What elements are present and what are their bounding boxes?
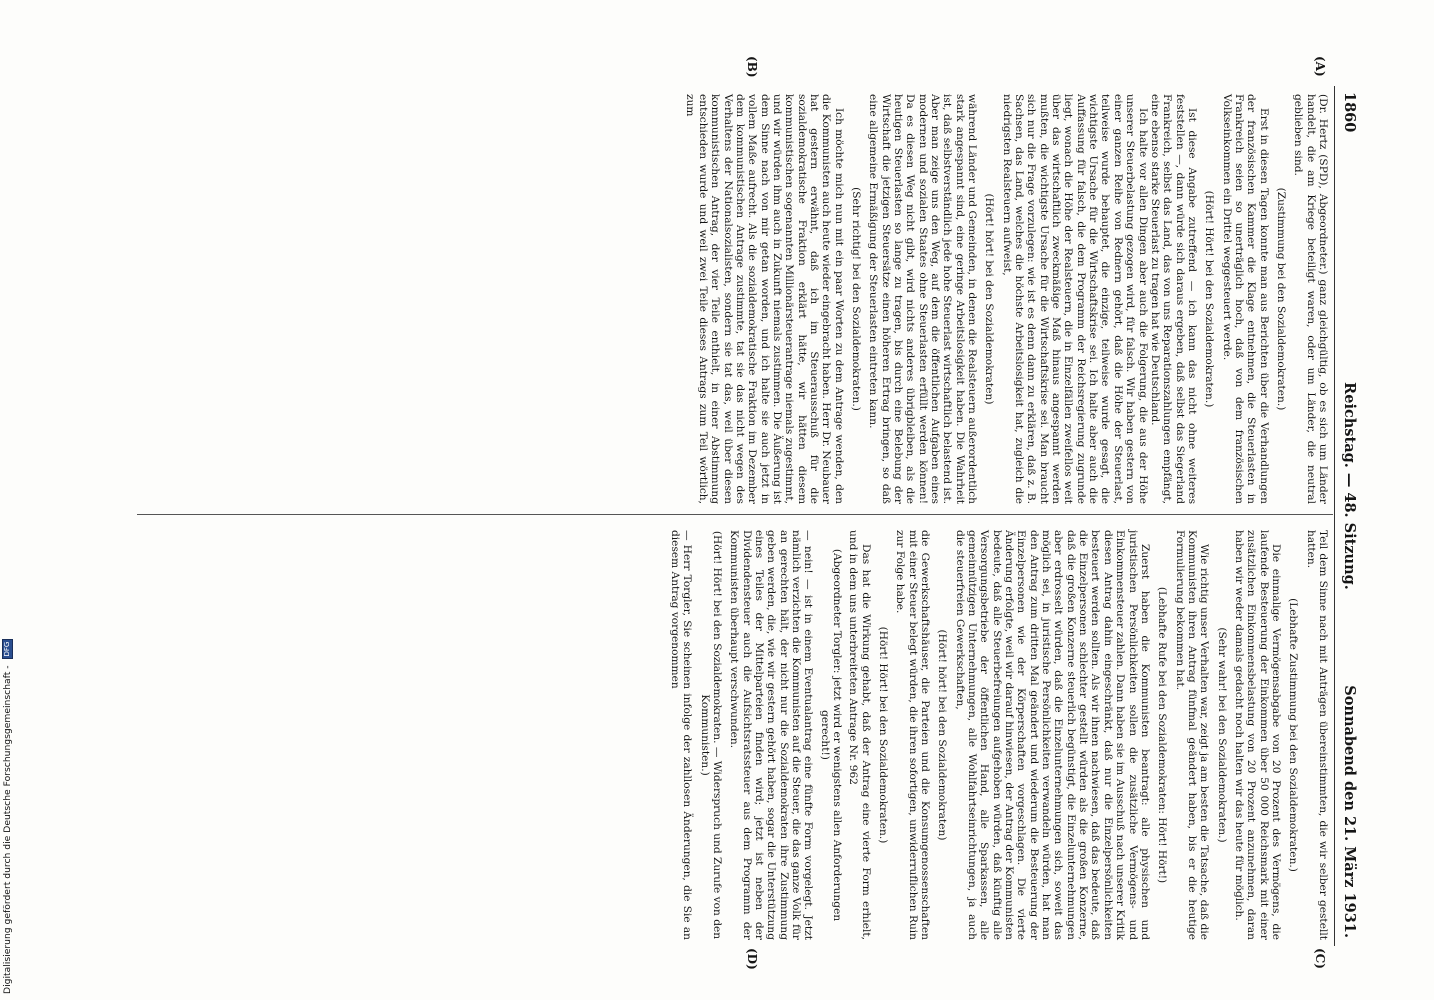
interjection: (Sehr wahr! bei den Sozialdemokraten.) xyxy=(1215,627,1228,843)
interjection: (Zustimmung bei den Sozialdemokraten.) xyxy=(1274,187,1287,411)
paragraph: Die einmalige Vermögensabgabe von 20 Prozent des Vermögens, die laufende Besteuerung der Einkommen über 50 000 Reichsmark mit einer zusätzlichen Einkommensbelastung von 20 Prozent anzunehmen, daran haben wir weder damals gedacht noch halten wir das heute für möglich. xyxy=(1232,530,1282,940)
digitization-credit xyxy=(2,4,13,994)
paragraph: Erst in diesen Tagen konnte man aus Berichten über die Verhandlungen der französischen Kammer die Klage entnehmen, die Steuerlasten in Frankreich seien so unerträglich hoch, daß von dem französischen Volkseinkommen ein Drittel weggesteuert werde. xyxy=(1220,94,1270,504)
paragraph: Ich möchte mich nun mit ein paar Worten zu dem Antrage wenden, den die Kommunisten auch heute wieder eingebracht haben. Herr Dr. Neubauer hat gestern erwähnt, daß ich im Steuerausschuß für die sozialdemokratische Fraktion erklärt hätte, wir hätten diesem kommunistischen sogenannten Millionärsteuerantrage niemals zugestimmt, und wir würden ihm auch in Zukunft niemals zustimmen. Die Äußerung ist dem Sinne nach von mir getan worden, und ich halte sie auch jetzt in vollem Maße aufrecht. Als die sozialdemokratische Fraktion im Dezember dem kommunistischen Antrage zustimmte, tat sie das nicht wegen des Verhaltens der Nationalsozialisten, sondern sie tat das, weil über diesen kommunistischen Antrag, der vier Teile enthielt, in einer Abstimmung entschieden wurde und weil zwei Teile dieses Antrags zum Teil wörtlich, zum xyxy=(684,94,845,504)
header-rule xyxy=(1334,86,1335,946)
interjection: (Abgeordneter Torgler: jetzt wird er wenigstens allen Anforderungen gerecht!) xyxy=(818,548,843,922)
paragraph: Das hat die Wirkung gehabt, daß der Antrag eine vierte Form erhielt, und in dem uns unterbreiteten Antrage Nr. 962 xyxy=(847,530,872,940)
left-column xyxy=(684,94,1329,504)
paragraph: Teil dem Sinne nach mit Anträgen übereinstimmten, die wir selber gestellt hatten. xyxy=(1304,530,1329,940)
page-number: 1860 xyxy=(1341,92,1358,133)
interjection: (Hört! Hört! bei den Sozialdemokraten.) xyxy=(1203,190,1216,408)
paragraph: Wie richtig unser Verhalten war, zeigt ja am besten die Tatsache, daß die Kommunisten ihren Antrag fünfmal geändert haben, bis er die heutige Formulierung bekommen hat. xyxy=(1173,530,1211,940)
margin-mark-c: (C) xyxy=(1313,948,1327,969)
dfg-logo-icon: DFG xyxy=(2,639,13,660)
rotated-page-content xyxy=(119,56,1359,970)
page-header xyxy=(1339,86,1359,946)
interjection: (Hört! hört! bei den Sozialdemokraten) xyxy=(983,193,996,405)
paragraph: Ist diese Angabe zutreffend — ich kann das nicht ohne weiteres feststellen —, dann würde sich daraus ergeben, daß selbst das Siegerland Frankreich, selbst das Land, das von uns Reparationszahlungen empfängt, eine ebenso starke Steuerlast zu tragen hat wie Deutschland. xyxy=(1148,94,1198,504)
paragraph: die Gewerkschaftshäuser, die Parteien und die Konsumgenossenschaften mit einer Steuer belegt würden, die ihren sofortigen, unwiderruflichen Ruin zur Folge habe. xyxy=(894,530,932,940)
interjection: (Lebhafte Zustimmung bei den Sozialdemokraten.) xyxy=(1287,598,1300,872)
paragraph: während Länder und Gemeinden, in denen die Realsteuern außerordentlich stark angespannt sind, eine geringe Arbeitslosigkeit haben. Die Wahrheit ist, daß selbstverständlich jede hohe Steuerlast wirtschaftlich belastend ist. Aber man zeige uns den Weg, auf dem die öffentlichen Aufgaben eines modernen und sozialen Staates ohne Steuerlasten erfüllt werden können! Da es diesen Weg nicht gibt, wird nichts anderes übrigbleiben, als die heutigen Steuerlasten so lange zu tragen, bis durch eine Belebung der Wirtschaft die jetzigen Steuersätze einen höheren Ertrag bringen, so daß eine allgemeine Ermäßigung der Steuerlasten eintreten kann. xyxy=(867,94,979,504)
interjection: (Hört! Hört! bei den Sozialdemokraten.) xyxy=(877,626,889,844)
header-date: Sonnabend den 21. März 1931. xyxy=(1341,685,1358,938)
paragraph: — Herr Torgler, Sie scheinen infolge der zahllosen Änderungen, die Sie an diesem Antrag vorgenommen xyxy=(668,530,694,940)
margin-mark-b: (B) xyxy=(745,56,759,78)
paragraph: — nein! — ist in einem Eventualantrag eine fünfte Form vorgelegt. Jetzt nämlich verzichten die Kommunisten auf die Steuer, die das ganze Volk für an gerechten hält, der nicht nur die Sozialdemokraten ihre Zustimmung geben werden, die, wie wir gestern gehört haben, sogar die Unterstützung eines Teiles der Mittelparteien finden wird; jetzt ist neben der Dividendensteuer auch die Aufsichtsratssteuer aus dem Programm der Kommunisten überhaupt verschwunden. xyxy=(728,530,815,940)
interjection: (Hört! hört! bei den Sozialdemokraten) xyxy=(936,629,949,841)
header-title: Reichstag. — 48. Sitzung. xyxy=(1341,382,1358,590)
margin-mark-a: (A) xyxy=(1313,56,1327,77)
paragraph: (Dr. Hertz (SPD), Abgeordneter.) ganz gleichgültig, ob es sich um Länder handelt, die am Kriege beteiligt waren, oder um Länder, die neutral geblieben sind. xyxy=(1292,94,1329,504)
paragraph: Zuerst haben die Kommunisten beantragt: alle physischen und juristischen Persönlichkeiten sollen die zusätzliche Vermögens- und Einkommensteuer zahlen. Dann haben sie im Ausschuß nach unserer Kritik diesen Antrag dahin eingeschränkt, daß nur die Einzelpersönlichkeiten besteuert werden sollten. Als wir ihnen nachwiesen, daß das bedeute, daß die Einzelpersonen schlechter gestellt würden als die großen Konzerne, daß die großen Konzerne steuerlich begünstigt, die Einzelunternehmungen aber erdrosselt würden, daß die Einzelunternehmungen sich, soweit das möglich sei, in juristische Persönlichkeiten verwandeln würden, hat man den Antrag zum dritten Mal geändert und wiederum die Besteuerung der Einzelpersonen wie der Körperschaften vorgeschlagen. Die vierte Änderung erfolgte, weil wir darauf hinwiesen, der Antrag der Kommunisten bedeute, daß alle Steuerbefreiungen aufgehoben würden, daß künftig alle Versorgungsbetriebe der öffentlichen Hand, alle Sparkassen, alle gemeinnützigen Unternehmungen, alle Wohlfahrtseinrichtungen, ja auch die steuerfreien Gewerkschaften, xyxy=(953,530,1151,940)
column-divider xyxy=(137,514,1333,515)
margin-mark-d: (D) xyxy=(745,948,759,970)
credit-text: Digitalisierung gefördert durch die Deutsche Forschungsgemeinschaft - xyxy=(2,665,13,994)
right-column xyxy=(669,530,1330,940)
interjection: (Hört! Hört! bei den Sozialdemokraten. — Widerspruch und Zurufe von den Kommunisten.) xyxy=(698,530,723,940)
interjection: (Sehr richtig! bei den Sozialdemokraten.) xyxy=(849,187,862,411)
paragraph: Ich halte vor allen Dingen aber auch die Folgerung, die aus der Höhe unserer Steuerbelastung gezogen wird, für falsch. Wir haben gestern von einer ganzen Reihe von Rednern gehört, daß die Höhe der Steuerlast, teilweise wurde behauptet, die einzige, teilweise wurde gesagt, die wichtigste Ursache für die Wirtschaftskrise sei. Ich halte aber auch die Auffassung für falsch, die dem Programm der Reichsregierung zugrunde liegt, wonach die Höhe der Realsteuern, die in Einzelfällen zweifellos weit über das wirtschaftlich zweckmäßige Maß hinaus angespannt werden mußten, die wichtigste Ursache für die Wirtschaftskrise sei. Man braucht sich nur die Frage vorzulegen: wie ist es denn dann zu erklären, daß z. B. Sachsen, das Land, welches die höchste Arbeitslosigkeit hat, zugleich die niedrigsten Realsteuern aufweist, xyxy=(1000,94,1149,504)
interjection: (Lebhafte Rufe bei den Sozialdemokraten: Hört! Hört!) xyxy=(1156,586,1169,884)
